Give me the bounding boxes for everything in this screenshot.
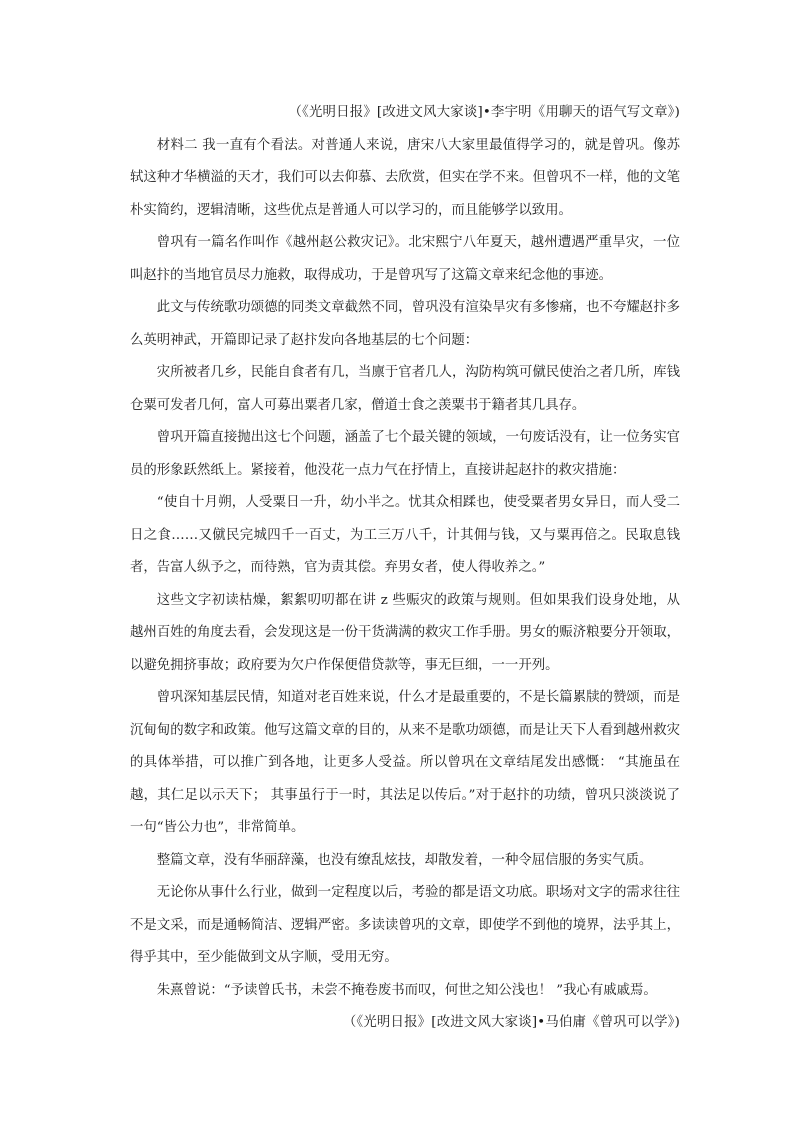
source-citation-top: （《光明日报》[改进文风大家谈]•李宇明《用聊天的语气写文章》) — [288, 105, 680, 120]
paragraph: 曾巩深知基层民情，知道对老百姓来说，什么才是最重要的，不是长篇累牍的赞颂，而是沉甸甸的数字和政策。他写这篇文章的目的，从来不是歌功颂德，而是让天下人看到越州救灾的具体举措，可以推广到各地，让更多人受益。所以曾巩在文章结尾发出感慨： “其施虽在越，其仁足以示天下； 其事虽行于一时，其法足以传后。”对于赵抃的功绩，曾巩只淡淡说了一句“皆公力也”，非常简单。 — [130, 690, 680, 835]
paragraph: 曾巩有一篇名作叫作《越州赵公救灾记》。北宋熙宁八年夏天，越州遭遇严重旱灾，一位叫赵抃的当地官员尽力施救，取得成功，于是曾巩写了这篇文章来纪念他的事迹。 — [130, 235, 680, 283]
paragraph: 曾巩开篇直接抛出这七个问题，涵盖了七个最关键的领域，一句废话没有，让一位务实官员的形象跃然纸上。紧接着，他没花一点力气在抒情上，直接讲起赵抃的救灾措施： — [130, 430, 680, 478]
quoted-passage: “使自十月朔，人受粟日一升，幼小半之。忧其众相蹂也，使受粟者男女异日，而人受二日之食……又僦民完城四千一百丈，为工三万八千，计其佣与钱，又与粟再倍之。民取息钱者，告富人纵予之，而待熟，官为责其偿。弃男女者，使人得收养之。” — [130, 495, 680, 575]
paragraph: 这些文字初读枯燥，絮絮叨叨都在讲 z 些赈灾的政策与规则。但如果我们设身处地，从越州百姓的角度去看，会发现这是一份干货满满的救灾工作手册。男女的赈济粮要分开领取，以避免拥挤事故；政府要为欠户作保便借贷款等，事无巨细，一一开列。 — [130, 592, 680, 673]
source-citation-bottom: （《光明日报》[改进文风大家谈]•马伯庸《曾巩可以学》) — [342, 1015, 680, 1030]
paragraph: 材料二 我一直有个看法。对普通人来说，唐宋八大家里最值得学习的，就是曾巩。像苏轼这种才华横溢的天才，我们可以去仰慕、去欣赏，但实在学不来。但曾巩不一样，他的文笔朴实简约，逻辑清晰，这些优点是普通人可以学习的，而且能够学以致用。 — [130, 137, 680, 218]
paragraph: 此文与传统歌功颂德的同类文章截然不同，曾巩没有渲染旱灾有多惨痛，也不夸耀赵抃多么英明神武，开篇即记录了赵抃发向各地基层的七个问题： — [130, 300, 680, 348]
paragraph: 整篇文章，没有华丽辞藻，也没有缭乱炫技，却散发着，一种令屈信服的务实气质。 — [156, 852, 653, 868]
quoted-passage: 灾所被者几乡，民能自食者有几，当廪于官者几人，沟防构筑可僦民使治之者几所，库钱仓粟可发者几何，富人可募出粟者几家，僧道士食之羡粟书于籍者其几具存。 — [130, 365, 680, 413]
paragraph: 朱熹曾说：“予读曾氏书，未尝不掩卷废书而叹，何世之知公浅也！ ”我心有戚戚焉。 — [156, 982, 657, 998]
paragraph: 无论你从事什么行业，做到一定程度以后，考验的都是语文功底。职场对文字的需求往往不是文采，而是通畅简洁、逻辑严密。多读读曾巩的文章，即使学不到他的境界，法乎其上，得乎其中，至少能做到文从字顺，受用无穷。 — [130, 885, 680, 965]
